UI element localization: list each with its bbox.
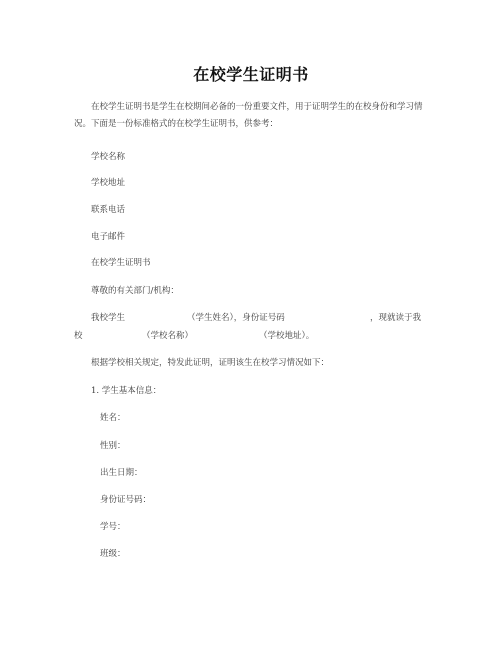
body-line-1-part3: ，现就读于我: [370, 313, 422, 323]
salutation: 尊敬的有关部门/机构：: [91, 286, 179, 296]
field-email: 电子邮件: [91, 232, 126, 242]
body-line-2-part2: （学校名称）: [142, 331, 194, 341]
body-line-1-part2: （学生姓名），身份证号码: [187, 313, 285, 323]
statement: 根据学校相关规定，特发此证明，证明该生在校学习情况如下：: [91, 358, 330, 368]
intro-paragraph: 在校学生证明书是学生在校期间必备的一份重要文件，用于证明学生的在校身份和学习情况。下面是一份标准格式的在校学生证明书，供参考：: [74, 102, 423, 129]
info-birthdate: 出生日期：: [100, 468, 143, 478]
info-gender: 性别：: [100, 441, 126, 451]
certificate-subtitle: 在校学生证明书: [91, 258, 151, 268]
info-id-number: 身份证号码：: [100, 495, 152, 505]
document-title: 在校学生证明书: [193, 65, 309, 84]
body-line-2-part1: 校: [74, 331, 83, 341]
info-class: 班级：: [100, 549, 126, 559]
field-phone: 联系电话: [91, 205, 126, 215]
section-1-heading: 1. 学生基本信息：: [91, 386, 162, 396]
info-student-number: 学号：: [100, 522, 126, 532]
info-name: 姓名：: [100, 413, 126, 423]
body-line-1-part1: 我校学生: [91, 313, 126, 323]
body-line-2-part3: （学校地址）。: [259, 331, 315, 341]
field-school-address: 学校地址: [91, 178, 126, 188]
field-school-name: 学校名称: [91, 152, 126, 162]
